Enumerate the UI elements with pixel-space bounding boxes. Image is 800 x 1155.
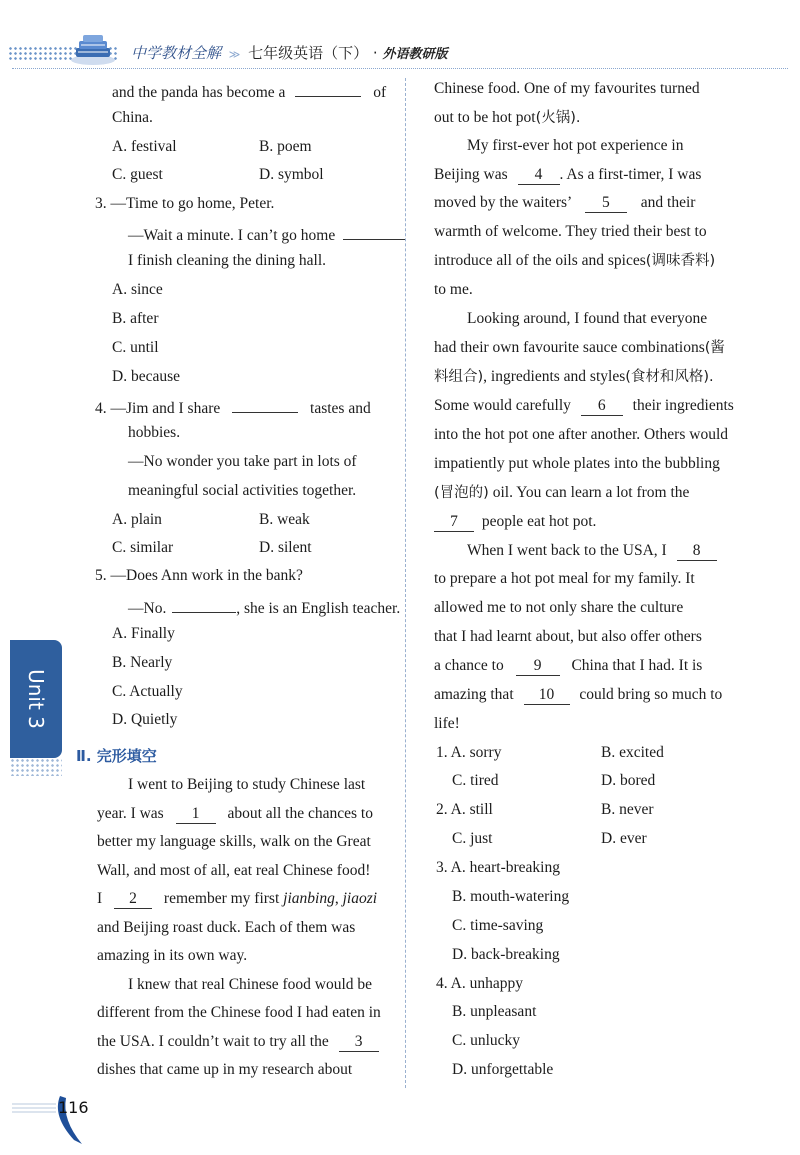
cloze-blank-3: 3 [339,1033,379,1052]
passage-text: China that I had. It is [571,657,703,674]
passage-text: moved by the waiters’ [434,194,572,211]
passage-gloss: (火锅). [535,110,581,126]
passage-line: My first-ever hot pot experience in [467,137,684,154]
passage-text: amazing that [434,686,514,703]
passage-gloss: (食材和风格). [625,369,714,385]
q4-line2: hobbies. [128,424,181,441]
passage-text: I [97,890,103,907]
cloze-blank-7: 7 [434,513,474,532]
passage-text: could bring so much to [579,686,723,703]
option-a: 3. A. heart-breaking [436,859,560,876]
passage-line: allowed me to not only share the culture [434,599,684,616]
q2-text-a: and the panda has become a [112,84,286,101]
cloze-blank-9: 9 [516,657,560,676]
passage-text: out to be hot pot [434,109,536,126]
q3-text: —Wait a minute. I can’t go home [128,227,336,244]
option-a: A. Finally [112,625,175,642]
option-c: C. time-saving [452,917,544,934]
page-header [0,0,800,76]
passage-line [97,803,373,825]
passage-line: and Beijing roast duck. Each of them was [97,919,356,936]
book-title: 中学教材全解 [131,44,222,62]
passage-text: a chance to [434,657,504,674]
option-a: A. since [112,281,163,298]
passage-line [434,684,722,706]
q2-line2: China. [112,109,153,126]
passage-line [434,655,702,677]
passage-line [434,395,734,417]
subject-title: 七年级英语（下） [248,44,369,62]
q3-line2 [128,221,405,247]
answer-blank [172,594,236,613]
passage-text: oil. You can learn a lot from the [488,484,690,501]
cloze-blank-10: 10 [524,686,570,705]
passage-gloss: 料组合) [434,369,484,385]
passage-line: that I had learnt about, but also offer others [434,628,702,645]
option-d: D. because [112,368,180,385]
passage-line [97,1031,379,1053]
option-b: B. after [112,310,159,327]
passage-text: Beijing was [434,166,508,183]
passage-line: to prepare a hot pot meal for my family. It [434,570,695,587]
unit-side-tab-label: Unit 3 [24,669,49,729]
section-title: Ⅱ. 完形填空 [76,747,157,765]
q5-text-a: —No. [128,600,167,617]
passage-text: and their [640,194,696,211]
option-b: B. mouth-watering [452,888,570,905]
option-b: B. excited [601,744,664,761]
option-b: B. poem [259,138,312,155]
passage-text: their ingredients [632,397,734,414]
q2-text-b: of [373,84,387,101]
passage-text: . As a first-timer, I was [559,166,702,183]
passage-line: impatiently put whole plates into the bubbling [434,455,720,472]
header-rule [12,68,788,70]
passage-italic-word: jianbing [283,890,335,907]
passage-line [434,511,596,533]
option-d: D. Quietly [112,711,178,728]
passage-gloss: (调味香料) [645,253,716,269]
answer-blank [343,221,405,240]
q5-line2 [128,594,400,620]
answer-blank [232,394,298,413]
cloze-blank-6: 6 [581,397,623,416]
option-c: C. tired [452,772,499,789]
option-a: 1. A. sorry [436,744,502,761]
passage-text: people eat hot pot. [481,513,597,530]
passage-text: When I went back to the USA, I [467,542,667,559]
passage-line [434,366,714,388]
answer-blank [295,78,361,97]
passage-line: life! [434,715,460,732]
q4-text-b: tastes and [310,400,371,417]
q4-line4: meaningful social activities together. [128,482,357,499]
option-c: C. guest [112,166,163,183]
passage-line: different from the Chinese food I had eaten in [97,1004,381,1021]
q5-line1: 5. —Does Ann work in the bank? [95,567,303,584]
cloze-blank-4: 4 [518,166,560,185]
passage-line: dishes that came up in my research about [97,1061,353,1078]
q4-line1 [95,394,371,420]
q5-text-b: , she is an English teacher. [236,600,401,617]
option-c: C. similar [112,539,174,556]
option-b: B. never [601,801,654,818]
option-b: B. Nearly [112,654,173,671]
passage-line [434,337,725,359]
passage-text: , ingredients and styles [483,368,626,385]
option-c: C. Actually [112,683,183,700]
header-dot: · [372,44,378,62]
header-separator: ≫ [228,48,241,61]
passage-text: year. I was [97,805,164,822]
q2-line1 [112,78,386,104]
passage-line: Wall, and most of all, eat real Chinese food! [97,862,371,879]
option-c: C. just [452,830,493,847]
passage-gloss: (酱 [704,340,725,356]
passage-line: better my language skills, walk on the Great [97,833,371,850]
passage-line [434,482,689,504]
passage-line: warmth of welcome. They tried their best to [434,223,707,240]
passage-line [434,164,701,186]
passage-line: into the hot pot one after another. Others would [434,426,729,443]
column-divider [405,78,406,1088]
option-d: D. symbol [259,166,324,183]
option-a: 2. A. still [436,801,493,818]
passage-text: introduce all of the oils and spices [434,252,646,269]
passage-text: about all the chances to [227,805,373,822]
edition-title: 外语教研版 [382,47,448,62]
passage-line: amazing in its own way. [97,947,248,964]
passage-text: the USA. I couldn’t wait to try all the [97,1033,329,1050]
passage-text: remember my first [163,890,280,907]
option-b: B. unpleasant [452,1003,537,1020]
q3-line1: 3. —Time to go home, Peter. [95,195,275,212]
cloze-blank-8: 8 [677,542,717,561]
option-a: A. plain [112,511,162,528]
header-title [131,42,447,63]
passage-line [467,540,717,562]
option-b: B. weak [259,511,310,528]
passage-text: had their own favourite sauce combinations [434,339,705,356]
cloze-blank-1: 1 [176,805,216,824]
q3-line3: I finish cleaning the dining hall. [128,252,327,269]
book-stack-logo-icon [68,34,118,66]
unit-side-tab-label-box [10,640,62,758]
option-d: D. ever [601,830,647,847]
cloze-blank-5: 5 [585,194,627,213]
option-a: A. festival [112,138,177,155]
passage-line [97,888,377,910]
passage-gloss: (冒泡的) [434,485,489,501]
option-d: D. back-breaking [452,946,560,963]
passage-line [434,192,695,214]
page-number: 116 [58,1098,89,1117]
passage-text: Some would carefully [434,397,571,414]
passage-line: to me. [434,281,473,298]
option-c: C. until [112,339,159,356]
passage-line: I knew that real Chinese food would be [128,976,373,993]
passage-text: , [334,890,339,907]
option-a: 4. A. unhappy [436,975,523,992]
option-d: D. silent [259,539,312,556]
passage-line [434,250,715,272]
passage-line [434,107,581,129]
q4-text-a: 4. —Jim and I share [95,400,221,417]
passage-line: Looking around, I found that everyone [467,310,708,327]
unit-tab-dot-pattern [10,758,62,776]
q4-line3: —No wonder you take part in lots of [128,453,357,470]
option-d: D. bored [601,772,656,789]
option-d: D. unforgettable [452,1061,554,1078]
passage-line: I went to Beijing to study Chinese last [128,776,366,793]
cloze-blank-2: 2 [114,890,152,909]
passage-italic-word: jiaozi [342,890,378,907]
passage-line: Chinese food. One of my favourites turned [434,80,700,97]
option-c: C. unlucky [452,1032,521,1049]
